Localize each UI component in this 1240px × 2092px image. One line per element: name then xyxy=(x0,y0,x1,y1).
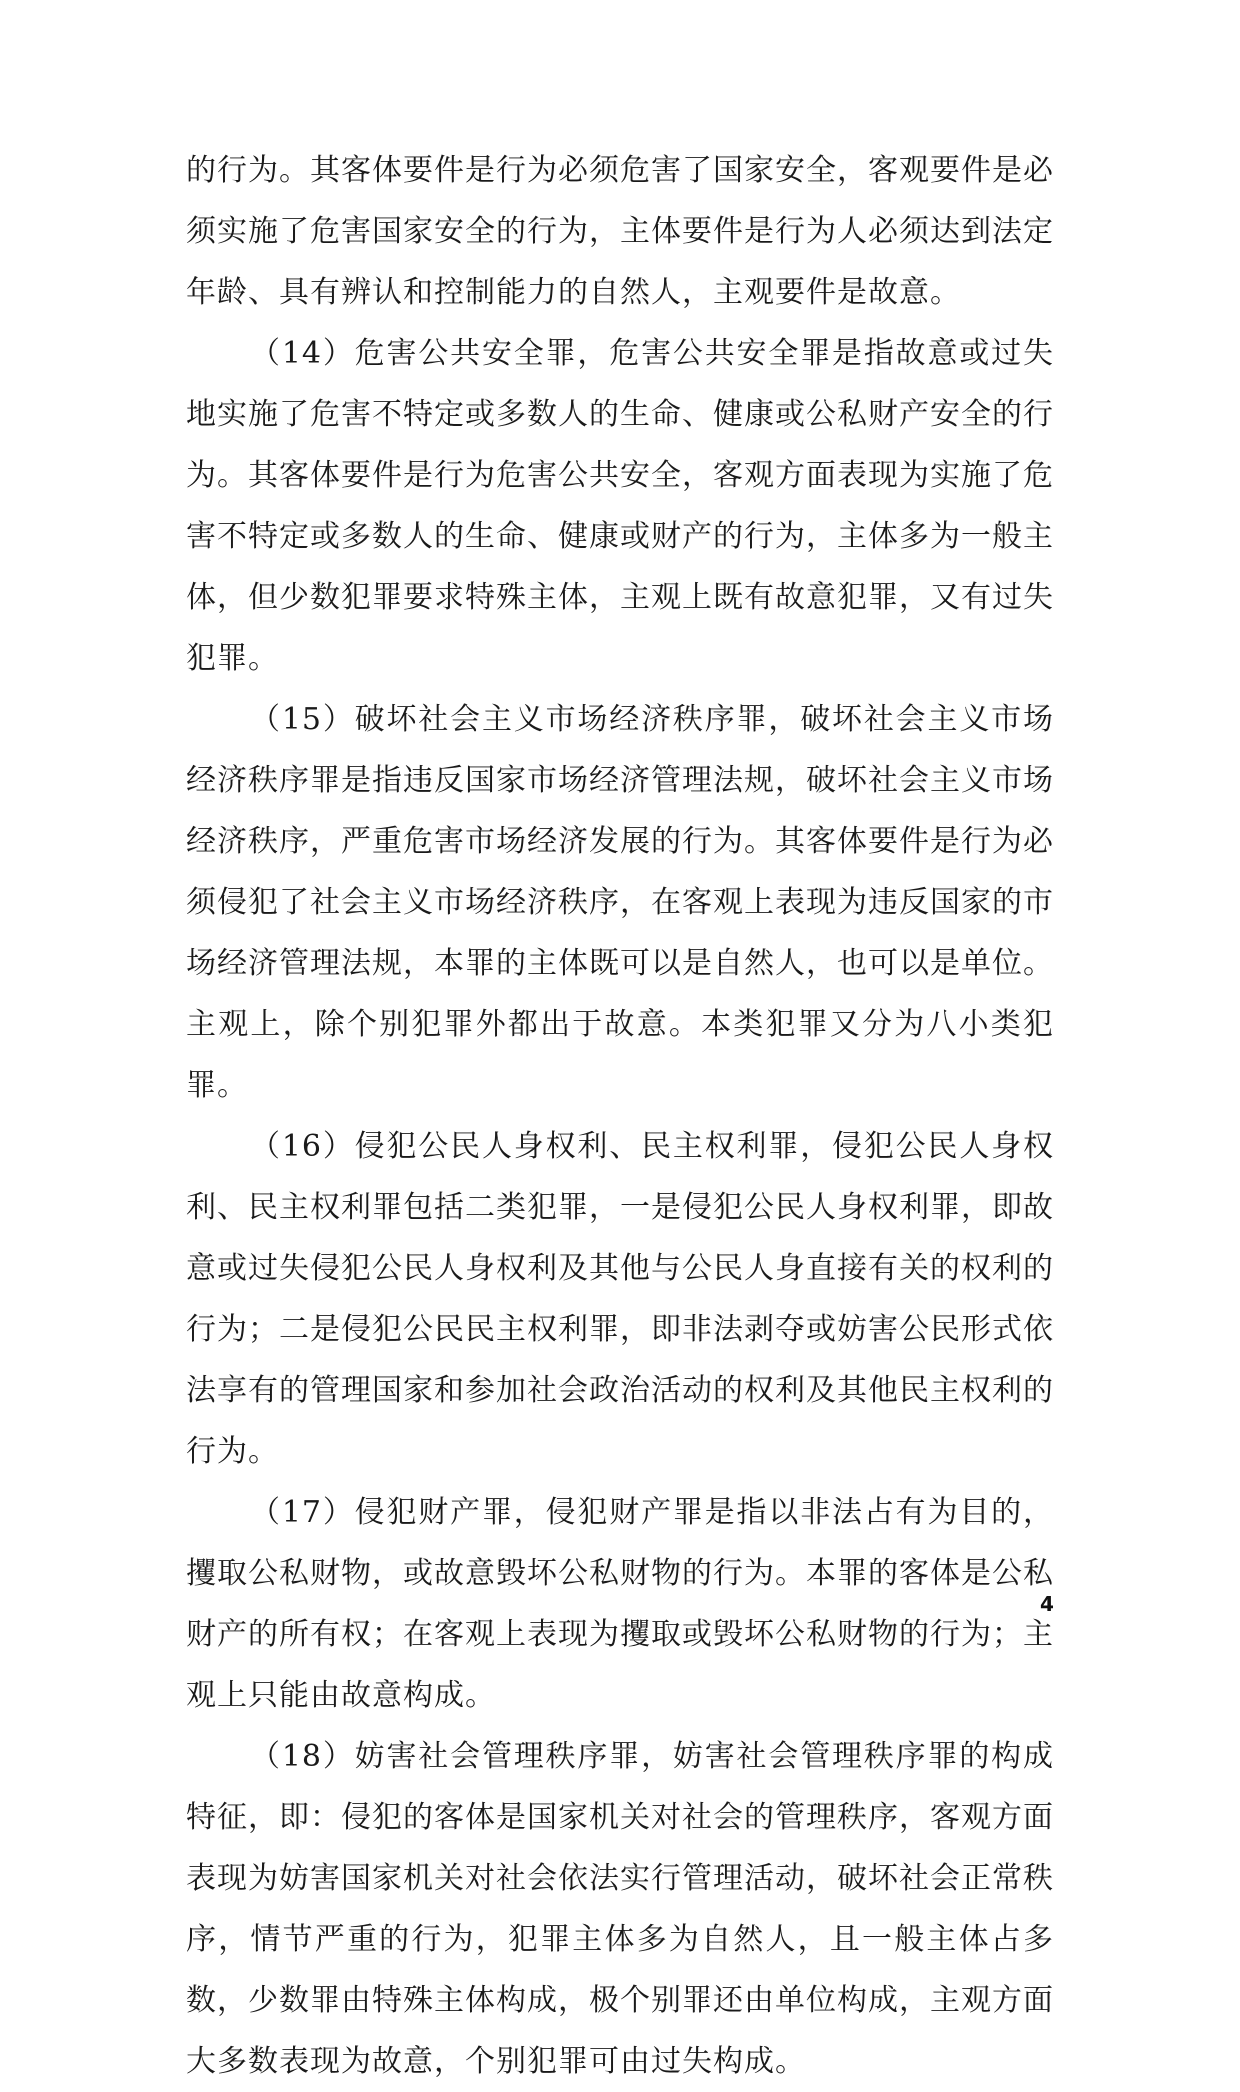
document-body xyxy=(186,140,1054,2092)
page-number: 4 xyxy=(1040,1592,1054,1616)
paragraph-14-public-safety: （14）危害公共安全罪，危害公共安全罪是指故意或过失地实施了危害不特定或多数人的生命、健康或公私财产安全的行为。其客体要件是行为危害公共安全，客观方面表现为实施了危害不特定或多数人的生命、健康或财产的行为，主体多为一般主体，但少数犯罪要求特殊主体，主观上既有故意犯罪，又有过失犯罪。 xyxy=(186,336,1054,676)
paragraph-18-social-order: （18）妨害社会管理秩序罪，妨害社会管理秩序罪的构成特征，即：侵犯的客体是国家机关对社会的管理秩序，客观方面表现为妨害国家机关对社会依法实行管理活动，破坏社会正常秩序，情节严重的行为，犯罪主体多为自然人，且一般主体占多数，少数罪由特殊主体构成，极个别罪还由单位构成，主观方面大多数表现为故意，个别犯罪可由过失构成。 xyxy=(186,1739,1054,2079)
paragraph-continuation: 的行为。其客体要件是行为必须危害了国家安全，客观要件是必须实施了危害国家安全的行为，主体要件是行为人必须达到法定年龄、具有辨认和控制能力的自然人，主观要件是故意。 xyxy=(186,153,1054,310)
paragraph-16-personal-rights: （16）侵犯公民人身权利、民主权利罪，侵犯公民人身权利、民主权利罪包括二类犯罪，一是侵犯公民人身权利罪，即故意或过失侵犯公民人身权利及其他与公民人身直接有关的权利的行为；二是侵犯公民民主权利罪，即非法剥夺或妨害公民形式依法享有的管理国家和参加社会政治活动的权利及其他民主权利的行为。 xyxy=(186,1129,1054,1469)
paragraph-17-property: （17）侵犯财产罪，侵犯财产罪是指以非法占有为目的，攫取公私财物，或故意毁坏公私财物的行为。本罪的客体是公私财产的所有权；在客观上表现为攫取或毁坏公私财物的行为；主观上只能由故意构成。 xyxy=(186,1495,1054,1713)
paragraph-15-market-economy: （15）破坏社会主义市场经济秩序罪，破坏社会主义市场经济秩序罪是指违反国家市场经济管理法规，破坏社会主义市场经济秩序，严重危害市场经济发展的行为。其客体要件是行为必须侵犯了社会主义市场经济秩序，在客观上表现为违反国家的市场经济管理法规，本罪的主体既可以是自然人，也可以是单位。主观上，除个别犯罪外都出于故意。本类犯罪又分为八小类犯罪。 xyxy=(186,702,1054,1103)
